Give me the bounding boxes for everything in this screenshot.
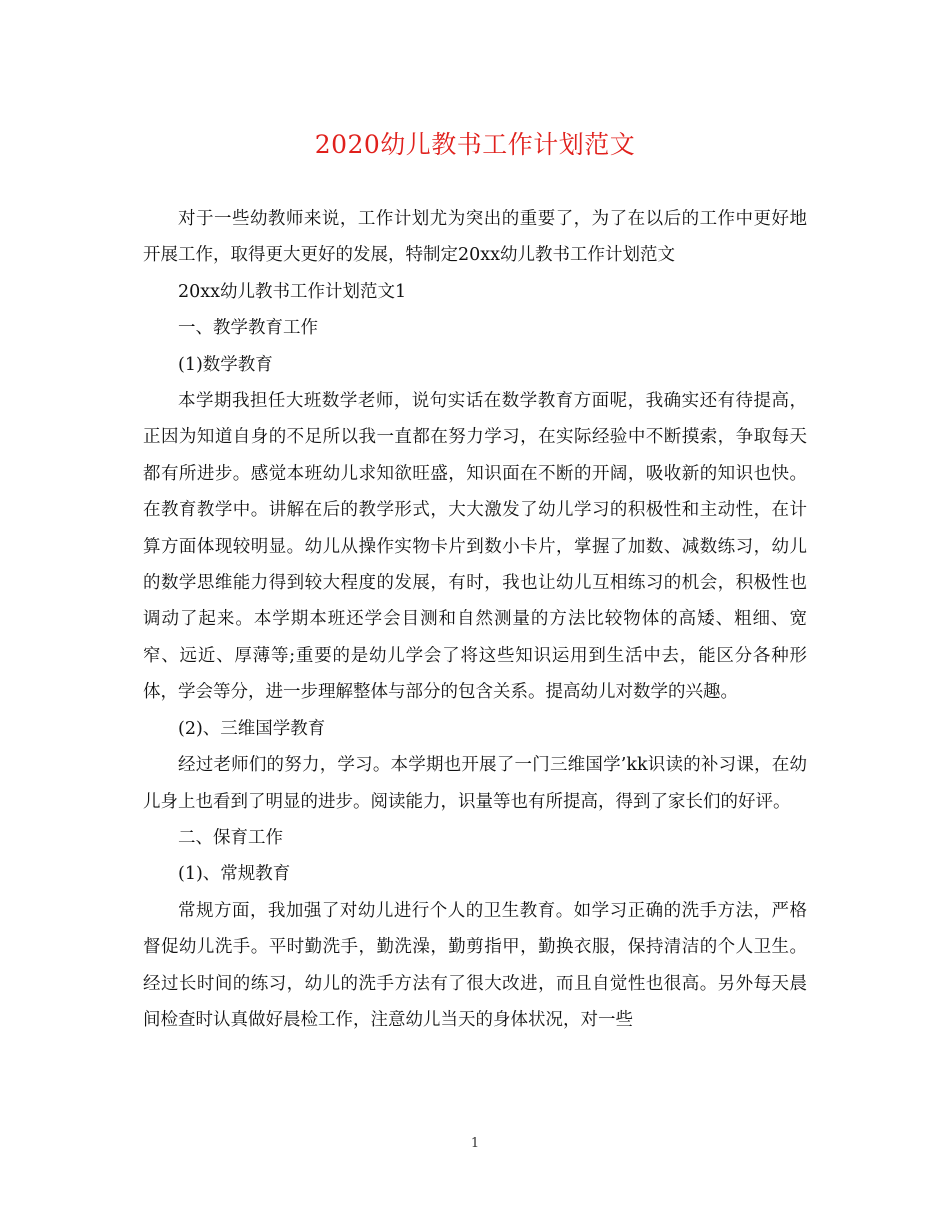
paragraph-routine: 常规方面，我加强了对幼儿进行个人的卫生教育。如学习正确的洗手方法，严格督促幼儿洗手。平时勤洗手，勤洗澡，勤剪指甲，勤换衣服，保持清洁的个人卫生。经过长时间的练习，幼儿的洗手方法有了很大改进，而且自觉性也很高。另外每天晨间检查时认真做好晨检工作，注意幼儿当天的身体状况，对一些 (143, 900, 807, 1030)
subsection-heading-math: (1)数学教育 (178, 354, 273, 375)
paragraph-guoxue: 经过老师们的努力，学习。本学期也开展了一门三维国学’kk识读的补习课，在幼儿身上也看到了明显的进步。阅读能力，识量等也有所提高，得到了家长们的好评。 (143, 755, 807, 812)
section-heading-care: 二、保育工作 (178, 827, 283, 848)
subsection-heading-guoxue: (2)、三维国学教育 (178, 718, 326, 739)
document-body (143, 201, 807, 1038)
page-number: 1 (470, 1136, 480, 1151)
paragraph-subtitle: 20xx幼儿教书工作计划范文1 (178, 281, 407, 302)
document-title: 2020幼儿教书工作计划范文 (314, 130, 636, 159)
paragraph-math: 本学期我担任大班数学老师，说句实话在数学教育方面呢，我确实还有待提高，正因为知道自身的不足所以我一直都在努力学习，在实际经验中不断摸索，争取每天都有所进步。感觉本班幼儿求知欲旺盛，知识面在不断的开阔，吸收新的知识也快。在教育教学中。讲解在后的教学形式，大大激发了幼儿学习的积极性和主动性，在计算方面体现较明显。幼儿从操作实物卡片到数小卡片，掌握了加数、减数练习，幼儿的数学思维能力得到较大程度的发展，有时，我也让幼儿互相练习的机会，积极性也调动了起来。本学期本班还学会目测和自然测量的方法比较物体的高矮、粗细、宽窄、远近、厚薄等;重要的是幼儿学会了将这些知识运用到生活中去，能区分各种形体，学会等分，进一步理解整体与部分的包含关系。提高幼儿对数学的兴趣。 (143, 391, 807, 703)
subsection-heading-routine: (1)、常规教育 (178, 864, 291, 885)
paragraph-intro: 对于一些幼教师来说，工作计划尤为突出的重要了，为了在以后的工作中更好地开展工作，取得更大更好的发展，特制定20xx幼儿教书工作计划范文 (143, 209, 807, 266)
section-heading-teaching: 一、教学教育工作 (178, 318, 318, 339)
